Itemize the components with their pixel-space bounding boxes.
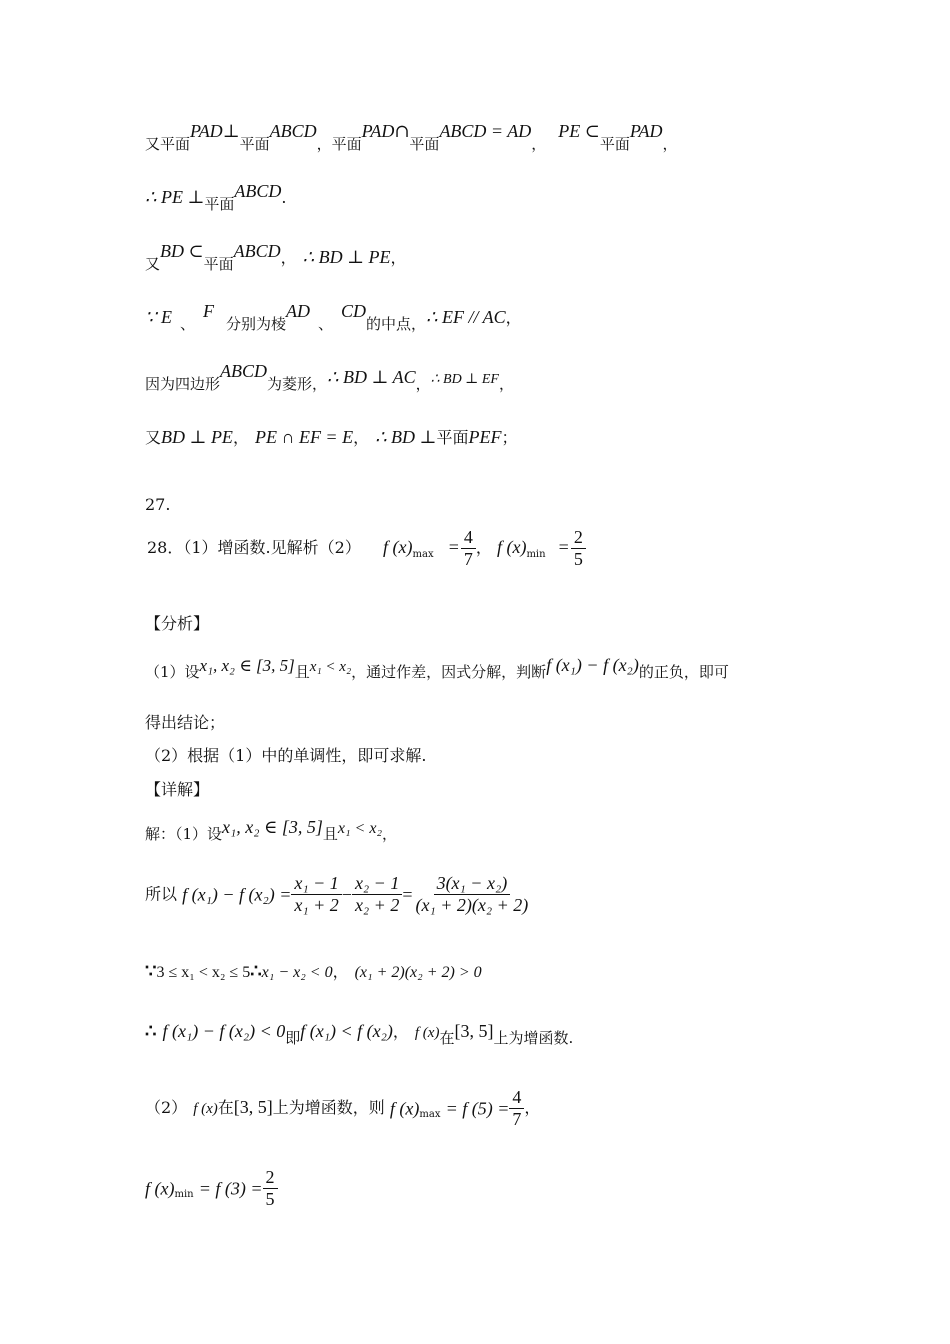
text: 又 (145, 255, 161, 273)
detail-step-2 (145, 874, 531, 915)
text: 即 (285, 1029, 301, 1047)
math-interval: [3, 5] (454, 1021, 494, 1041)
text: 因为四边形 (145, 375, 221, 393)
text: ， (332, 962, 349, 981)
math-vars: x₁, x₂ ∈ [3, 5] (222, 817, 323, 837)
text: 平面 (203, 255, 234, 273)
subscript-max: max (419, 1108, 441, 1120)
text: 【分析】 (145, 614, 210, 633)
text: 、 (317, 315, 333, 333)
math-pad: PAD (629, 121, 663, 141)
text: 在 (217, 1097, 234, 1117)
math-fx: f (x) (414, 1025, 440, 1041)
text: ； (501, 428, 518, 447)
math-product-positive: (x₁ + 2)(x₂ + 2) > 0 (354, 964, 482, 981)
math-bd-perp-pe: ∴ BD ⊥ PE (302, 247, 391, 267)
text: 得出结论； (145, 713, 226, 732)
text: ， (415, 375, 431, 393)
math-fx: f (x) (383, 536, 413, 557)
therefore-symbol: ∴ (145, 1021, 157, 1041)
subscript-min: min (174, 1188, 194, 1200)
analysis-p1-cont (145, 715, 225, 731)
math-fx: f (x) (193, 1100, 218, 1117)
text: ， (662, 135, 678, 153)
text: 在 (439, 1029, 455, 1047)
math-fx: f (x) (496, 536, 527, 557)
fraction-1 (291, 874, 341, 915)
text: ， (524, 1097, 541, 1117)
numerator: x₁ − 1 (291, 874, 341, 895)
text: ，通过作差，因式分解，判断 (351, 663, 547, 681)
text: 又 (145, 428, 162, 447)
equals-symbol: = (402, 884, 413, 905)
denominator: 7 (512, 1108, 522, 1129)
text: ， (531, 135, 547, 153)
numerator: x₂ − 1 (352, 874, 402, 895)
subscript-max: max (412, 548, 434, 560)
math-pe-subset: PE ⊂ (558, 121, 600, 141)
math-abcd: ABCD (269, 121, 317, 141)
text: 且 (294, 663, 310, 681)
math-ef-parallel-ac: ∴ EF // AC (426, 307, 506, 327)
denominator: x₂ + 2 (354, 894, 400, 915)
math-f: F (202, 301, 214, 321)
math-condition: x₁ < x₂ (309, 659, 352, 675)
text: ， (505, 308, 522, 327)
math-bd-perp-pe: BD ⊥ PE (161, 427, 233, 447)
text: 27. (145, 495, 171, 514)
detail-step-3 (145, 962, 482, 981)
text: ， (232, 428, 249, 447)
proof-line-1 (145, 121, 678, 153)
perp-symbol: ⊥ (222, 121, 240, 142)
math-pad: PAD (361, 121, 395, 141)
text: 解：（1）设 (145, 825, 223, 843)
math-abcd-ad: ABCD = AD (439, 121, 532, 141)
math-interval: [3, 5] (233, 1096, 273, 1117)
numerator: 2 (263, 1168, 278, 1189)
detail-step-1 (145, 817, 398, 843)
text: ，平面 (316, 135, 362, 153)
math-f3: = f (3) = (198, 1178, 263, 1199)
math-ad: AD (285, 301, 310, 321)
text: 分别为棱 (225, 315, 286, 333)
math-cd: CD (341, 301, 367, 321)
analysis-p1 (145, 655, 729, 681)
numerator: 2 (571, 528, 586, 549)
text: ， (390, 248, 407, 267)
text: ， (382, 825, 398, 843)
therefore-symbol: ∴ (250, 961, 262, 981)
text: 平面 (599, 135, 630, 153)
proof-line-6 (145, 428, 518, 446)
numerator: 4 (461, 528, 476, 549)
text: （1）设 (145, 663, 200, 681)
fraction-min (263, 1168, 278, 1209)
math-bd-perp-ac: ∴ BD ⊥ AC (327, 367, 416, 387)
minus-symbol: − (341, 884, 352, 905)
detail-step-6 (145, 1168, 278, 1209)
numerator: 3(x₁ − x₂) (434, 874, 511, 895)
math-fx: f (x) (389, 1098, 420, 1119)
text: 、 (179, 315, 195, 333)
math-vars: x₁, x₂ ∈ [3, 5] (199, 656, 295, 675)
analysis-heading (145, 616, 209, 632)
analysis-p2 (145, 748, 426, 764)
math-difference: f (x₁) − f (x₂) = (182, 884, 292, 905)
math-difference: f (x₁) − f (x₂) (546, 655, 639, 675)
fraction-2 (352, 874, 402, 915)
math-f5: = f (5) = (445, 1098, 510, 1119)
subscript-min: min (526, 548, 546, 560)
denominator: 7 (463, 548, 473, 569)
math-inequality: 3 ≤ x₁ < x₂ ≤ 5 (156, 964, 251, 981)
detail-step-5 (145, 1088, 540, 1129)
because-symbol: ∵ (145, 961, 157, 981)
text: 上为增函数. (493, 1029, 574, 1047)
numerator: 4 (509, 1088, 524, 1109)
proof-line-2 (145, 181, 287, 213)
text: 平面 (409, 135, 440, 153)
proof-line-4 (145, 301, 522, 333)
math-bd-perp: ∴ BD ⊥ (375, 427, 437, 447)
math-pef: PEF (468, 427, 502, 447)
math-fx: f (x) (145, 1178, 175, 1199)
text: ， (392, 1022, 409, 1041)
math-pe-cap-ef: PE ∩ EF = E (254, 427, 354, 447)
fraction-max (461, 528, 476, 569)
fraction-max (509, 1088, 524, 1129)
question-number: 28． (147, 537, 184, 557)
proof-line-5 (145, 361, 514, 393)
denominator: x₁ + 2 (294, 894, 339, 915)
text: 且 (322, 825, 338, 843)
text: 为菱形， (267, 375, 328, 393)
math-pe-perp: ∴ PE ⊥ (145, 187, 205, 207)
math-e: ∵ E (145, 307, 172, 327)
math-inequality: f (x₁) < f (x₂) (300, 1021, 393, 1041)
text: 平面 (204, 195, 235, 213)
text: 平面 (239, 135, 270, 153)
math-difference-negative: f (x₁) − f (x₂) < 0 (162, 1021, 286, 1041)
text: ， (475, 537, 492, 557)
text: ， (280, 248, 297, 267)
question-28-answer: 28．（1）增函数.见解析（2） f $(x)_{max}$ = $\frac{4}{7}$ ， f $(x)_{min}$ = $\frac{2}{5}$ (147, 528, 586, 569)
text: ， (498, 375, 514, 393)
math-abcd: ABCD (233, 241, 281, 261)
text: （2）根据（1）中的单调性，即可求解. (145, 746, 427, 765)
text: （2） (145, 1097, 188, 1117)
text: 上为增函数，则 (272, 1097, 385, 1117)
denominator: (x₁ + 2)(x₂ + 2) (415, 894, 529, 915)
math-bd-subset: BD ⊂ (160, 241, 204, 261)
text: . (281, 188, 287, 207)
text: ， (353, 428, 370, 447)
fraction-3 (413, 874, 532, 915)
question-27-number (145, 497, 170, 513)
fraction-min (571, 528, 586, 569)
denominator: 5 (573, 548, 583, 569)
text: （1）增函数.见解析（2） (183, 537, 361, 557)
proof-line-3 (145, 241, 407, 273)
math-inequality: x₁ − x₂ < 0 (261, 964, 333, 981)
cap-symbol: ∩ (394, 121, 410, 142)
math-pad: PAD (190, 121, 223, 141)
text: 【详解】 (145, 780, 210, 799)
math-abcd: ABCD (234, 181, 282, 201)
math-abcd: ABCD (220, 361, 268, 381)
text: 所以 (145, 884, 178, 904)
text: 的正负，即可 (638, 663, 729, 681)
math-bd-perp-ef: ∴ BD ⊥ EF (430, 372, 499, 387)
text: 平面 (436, 428, 469, 447)
text: 的中点， (366, 315, 427, 333)
math-condition: x₁ < x₂ (337, 820, 383, 837)
denominator: 5 (265, 1188, 275, 1209)
text: 又平面 (145, 135, 191, 153)
detail-heading (145, 782, 209, 798)
detail-step-4 (145, 1021, 574, 1047)
